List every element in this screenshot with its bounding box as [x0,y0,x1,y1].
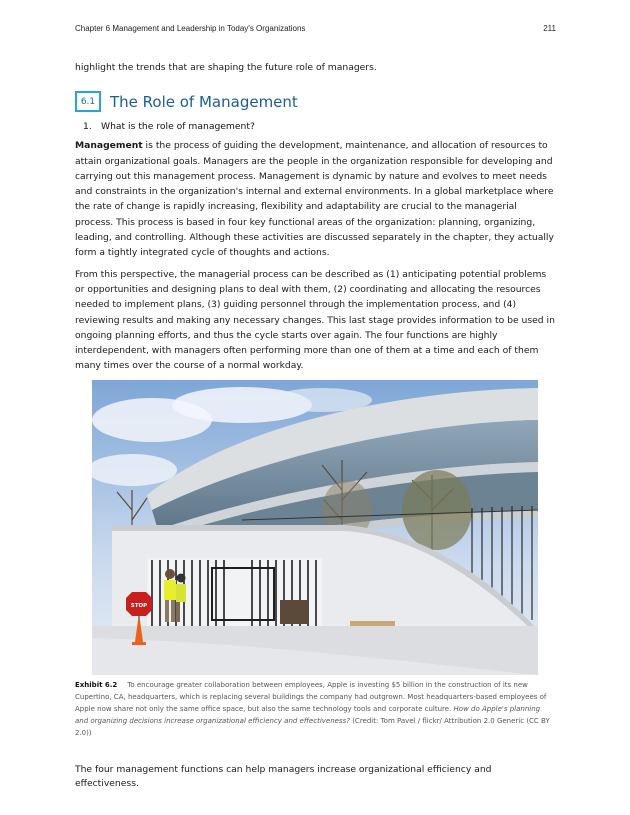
apple-park-photo [92,380,538,675]
paragraph-managerial-process: From this perspective, the managerial process can be described as (1) anticipating potential problems or opportunities and designing plans to deal with them, (2) coordinating and allocating the resources needed to implement plans, (3) guiding personnel through the implementation process, and (4) reviewing results and making any necessary changes. This last stage provides information to be used in ongoing planning efforts, and thus the cycle starts over again. The four functions are highly interdependent, with managers often performing more than one of them at a time and each of them many times over the course of a normal workday. [75,268,555,372]
intro-line: highlight the trends that are shaping the future role of managers. [75,62,377,73]
section-number: 6.1 [75,91,101,112]
caption-text: To encourage greater collaboration between employees, Apple is investing $5 billion in the construction of its new Cupertino, CA, headquarters, which is replacing several buildings the company had outgrown. Most headquarters-based employees of Apple now share not only the same office space, but also the same technology tools and corporate culture. [75,680,547,713]
stop-sign-text: STOP [130,602,148,609]
page-content [75,60,555,800]
figure-caption [75,679,555,739]
learning-objective [83,120,555,134]
caption-question: How do Apple's planning and organizing decisions increase organizational efficiency and effectiveness? [75,704,541,725]
closing-paragraph: The four management functions can help managers increase organizational efficiency and effectiveness. [75,763,492,789]
chapter-title: Chapter 6 Management and Leadership in Today's Organizations [75,24,306,33]
learning-objective-number: 1. [83,121,92,133]
section-title: The Role of Management [110,92,298,111]
paragraph-management-definition [75,138,555,260]
key-term: Management [75,140,143,152]
paragraph-1-text: is the process of guiding the development, maintenance, and allocation of resources to attain organizational goals. Managers are the people in the organization responsible for developing and carrying out this management process. Management is dynamic by nature and evolves to meet needs and constraints in the organization's internal and external environments. In a global marketplace where the rate of change is rapidly increasing, flexibility and adaptability are crucial to the managerial process. This process is based in four key functional areas of the organization: planning, organizing, leading, and controlling. Although these activities are discussed separately in the chapter, they actually form a tightly integrated cycle of thoughts and actions. [75,140,554,259]
page-number: 211 [543,24,556,33]
photo-credit: (Credit: Tom Pavel / flickr/ Attribution 2.0 Generic (CC BY 2.0)) [75,716,550,737]
section-heading [75,91,555,112]
learning-objective-text: What is the role of management? [101,121,255,133]
exhibit-label: Exhibit 6.2 [75,680,118,689]
running-header [75,24,556,33]
